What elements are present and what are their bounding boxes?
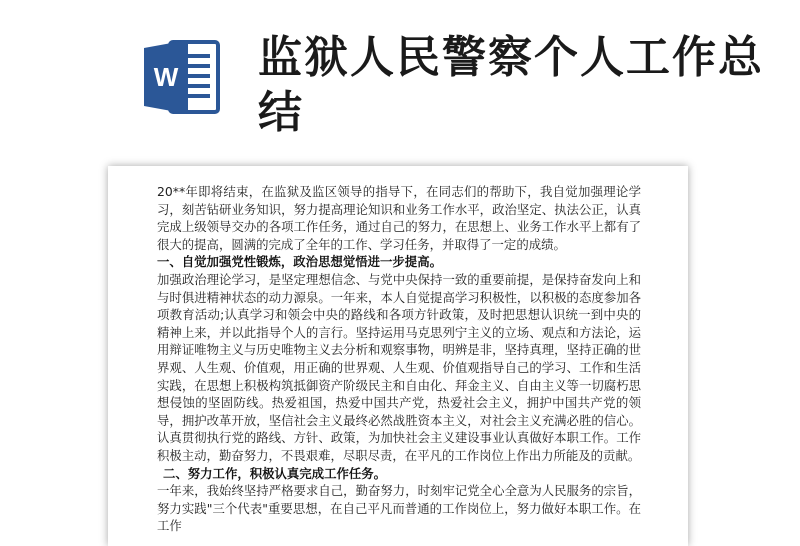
header-banner bbox=[0, 0, 800, 160]
section1-paragraph: 加强政治理论学习，是坚定理想信念、与党中央保持一致的重要前提，是保持奋发向上和与时俱进精神状态的动力源泉。一年来，本人自觉提高学习积极性，以积极的态度参加各项教育活动;认真学习和领会中央的路线和各项方针政策，及时把思想认识统一到中央的精神上来，并以此指导个人的言行。坚持运用马克思列宁主义的立场、观点和方法论，运用辩证唯物主义与历史唯物主义去分析和观察事物，明辨是非，坚持真理，坚持正确的世界观、人生观、价值观，用正确的世界观、人生观、价值观指导自己的学习、工作和生活实践，在思想上积极构筑抵御资产阶级民主和自由化、拜金主义、自由主义等一切腐朽思想侵蚀的坚固防线。热爱祖国，热爱中国共产党，热爱社会主义，拥护中国共产党的领导，拥护改革开放，坚信社会主义最终必然战胜资本主义，对社会主义充满必胜的信心。认真贯彻执行党的路线、方针、政策，为加快社会主义建设事业认真做好本职工作。工作积极主动，勤奋努力，不畏艰难，尽职尽责，在平凡的工作岗位上作出力所能及的贡献。 bbox=[157, 271, 641, 463]
section1-heading: 一、自觉加强党性锻炼，政治思想觉悟进一步提高。 bbox=[157, 254, 442, 270]
page-title: 监狱人民警察个人工作总结 bbox=[258, 32, 764, 138]
intro-paragraph: 20**年即将结束，在监狱及监区领导的指导下，在同志们的帮助下，我自觉加强理论学习，刻苦钻研业务知识，努力提高理论知识和业务工作水平，政治坚定、执法公正，认真完成上级领导交办的各项工作任务，通过自己的努力，在思想上、业务工作水平上都有了很大的提高，圆满的完成了全年的工作、学习任务，并取得了一定的成绩。 bbox=[157, 184, 641, 252]
section2-heading: 二、努力工作，积极认真完成工作任务。 bbox=[163, 465, 387, 481]
document-body bbox=[157, 183, 641, 535]
word-icon-letter: W bbox=[153, 62, 179, 92]
section2-paragraph: 一年来，我始终坚持严格要求自己，勤奋努力，时刻牢记党全心全意为人民服务的宗旨，努力实践"三个代表"重要思想，在自己平凡而普通的工作岗位上，努力做好本职工作。在工作 bbox=[157, 483, 641, 534]
word-document-icon bbox=[140, 36, 222, 118]
